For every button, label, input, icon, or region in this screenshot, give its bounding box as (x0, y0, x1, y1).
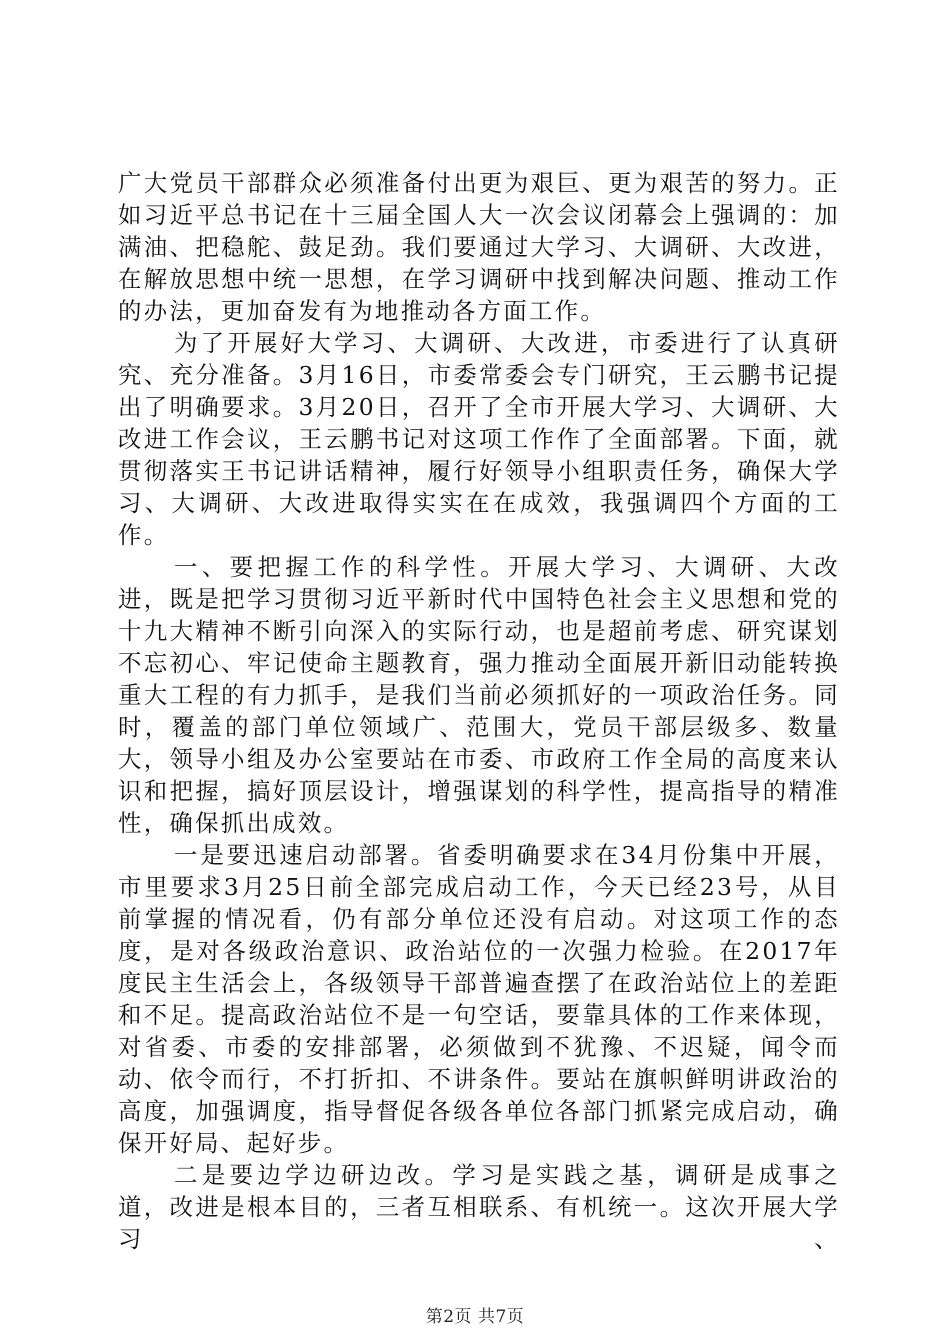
paragraph: 为了开展好大学习、大调研、大改进，市委进行了认真研究、充分准备。3月16日，市委常委会专门研究，王云鹏书记提出了明确要求。3月20日，召开了全市开展大学习、大调研、大改进工作会议，王云鹏书记对这项工作作了全面部署。下面，就贯彻落实王书记讲话精神，履行好领导小组职责任务，确保大学习、大调研、大改进取得实实在在成效，我强调四个方面的工作。 (118, 329, 840, 549)
paragraph: 一是要迅速启动部署。省委明确要求在34月份集中开展，市里要求3月25日前全部完成启动工作，今天已经23号，从目前掌握的情况看，仍有部分单位还没有启动。对这项工作的态度，是对各级政治意识、政治站位的一次强力检验。在2017年度民主生活会上，各级领导干部普遍查摆了在政治站位上的差距和不足。提高政治站位不是一句空话，要靠具体的工作来体现，对省委、市委的安排部署，必须做到不犹豫、不迟疑，闻令而动、依令而行，不打折扣、不讲条件。要站在旗帜鲜明讲政治的高度，加强调度，指导督促各级各单位各部门抓紧完成启动，确保开好局、起好步。 (118, 841, 840, 1157)
paragraph: 二是要边学边研边改。学习是实践之基，调研是成事之道，改进是根本目的，三者互相联系、有机统一。这次开展大学习、 (118, 1161, 840, 1253)
paragraph: 一、要把握工作的科学性。开展大学习、大调研、大改进，既是把学习贯彻习近平新时代中国特色社会主义思想和党的十九大精神不断引向深入的实际行动，也是超前考虑、研究谋划不忘初心、牢记使命主题教育，强力推动全面展开新旧动能转换重大工程的有力抓手，是我们当前必须抓好的一项政治任务。同时，覆盖的部门单位领域广、范围大，党员干部层级多、数量大，领导小组及办公室要站在市委、市政府工作全局的高度来认识和把握，搞好顶层设计，增强谋划的科学性，提高指导的精准性，确保抓出成效。 (118, 553, 840, 837)
paragraph: 广大党员干部群众必须准备付出更为艰巨、更为艰苦的努力。正如习近平总书记在十三届全国人大一次会议闭幕会上强调的：加满油、把稳舵、鼓足劲。我们要通过大学习、大调研、大改进，在解放思想中统一思想，在学习调研中找到解决问题、推动工作的办法，更加奋发有为地推动各方面工作。 (118, 169, 840, 325)
document-body (118, 167, 840, 1255)
page-footer: 第2页 共7页 (425, 1307, 525, 1327)
